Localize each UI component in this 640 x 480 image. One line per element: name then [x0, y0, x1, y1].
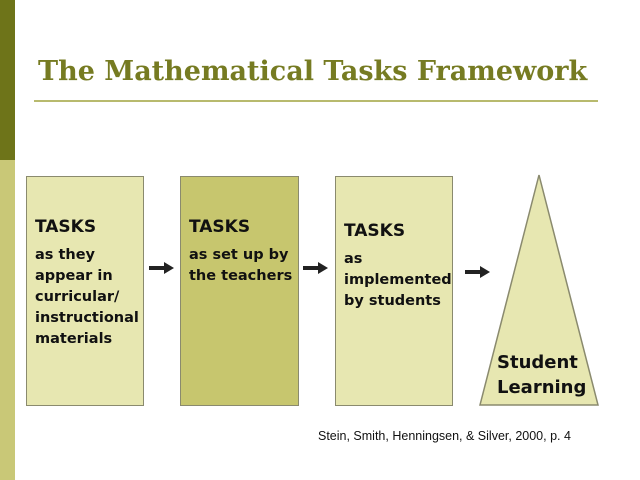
- slide-title: The Mathematical Tasks Framework: [38, 56, 588, 87]
- title-underline: [34, 100, 598, 102]
- box-description: as set up by the teachers: [189, 247, 293, 284]
- side-bar-bottom: [0, 160, 15, 480]
- side-bar-top: [0, 0, 15, 160]
- box-heading: TASKS: [189, 217, 251, 237]
- tasks-box-set-up: [180, 176, 299, 406]
- right-arrow-icon: [303, 261, 329, 275]
- box-heading: TASKS: [35, 217, 97, 237]
- box-description: as they appear in curricular/ instructional materials: [35, 247, 139, 347]
- box-description: as implemented by students: [344, 251, 452, 309]
- citation: Stein, Smith, Henningsen, & Silver, 2000, p. 4: [318, 429, 571, 443]
- tasks-box-implemented: [335, 176, 453, 406]
- box-heading: TASKS: [344, 221, 406, 241]
- tasks-box-curricular: [26, 176, 144, 406]
- student-learning-label: Student Learning: [497, 352, 587, 398]
- right-arrow-icon: [149, 261, 175, 275]
